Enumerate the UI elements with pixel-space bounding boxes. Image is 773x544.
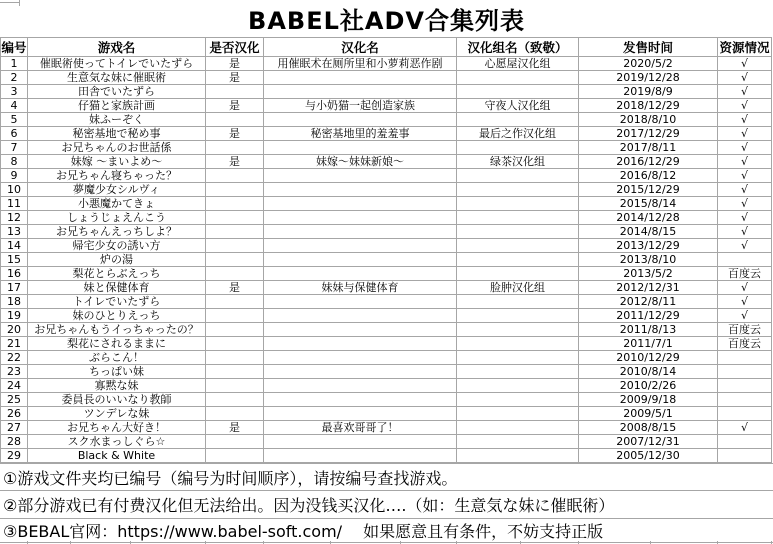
cell-game: 生意気な妹に催眠術 (28, 71, 206, 85)
table-row (1, 337, 772, 351)
cell-no: 20 (1, 323, 28, 337)
table-row (1, 155, 772, 169)
cell-localized: 是 (206, 71, 264, 85)
cell-date: 2010/8/14 (579, 365, 718, 379)
cell-resource: √ (718, 421, 772, 435)
cell-cn_name (264, 267, 457, 281)
cell-resource: √ (718, 183, 772, 197)
cell-no: 14 (1, 239, 28, 253)
table-row (1, 421, 772, 435)
cell-date: 2018/12/29 (579, 99, 718, 113)
cell-cn_name: 妹嫁～妹妹新娘～ (264, 155, 457, 169)
cell-group (457, 253, 579, 267)
cell-no: 12 (1, 211, 28, 225)
cell-no: 25 (1, 393, 28, 407)
cell-group (457, 351, 579, 365)
cell-date: 2016/8/12 (579, 169, 718, 183)
cell-game: 寡黙な妹 (28, 379, 206, 393)
cell-no: 26 (1, 407, 28, 421)
column-header: 编号 (1, 38, 28, 57)
cell-group (457, 197, 579, 211)
table-row (1, 127, 772, 141)
cell-cn_name (264, 225, 457, 239)
cell-localized (206, 435, 264, 449)
cell-cn_name (264, 309, 457, 323)
cell-localized (206, 197, 264, 211)
cell-localized: 是 (206, 127, 264, 141)
cell-no: 11 (1, 197, 28, 211)
cell-group (457, 449, 579, 463)
cell-cn_name (264, 85, 457, 99)
table-row (1, 113, 772, 127)
cell-game: お兄ちゃん大好き！ (28, 421, 206, 435)
cell-group: 脸肿汉化组 (457, 281, 579, 295)
cell-no: 16 (1, 267, 28, 281)
cell-cn_name (264, 253, 457, 267)
column-header: 资源情况 (718, 38, 772, 57)
cell-date: 2014/8/15 (579, 225, 718, 239)
cell-game: 委員長のいいなり教師 (28, 393, 206, 407)
cell-game: Black & White (28, 449, 206, 463)
cell-group (457, 365, 579, 379)
cell-resource (718, 435, 772, 449)
table-row (1, 407, 772, 421)
cell-cn_name: 秘密基地里的羞羞事 (264, 127, 457, 141)
cell-no: 18 (1, 295, 28, 309)
cell-game: 妹と保健体育 (28, 281, 206, 295)
cell-cn_name (264, 71, 457, 85)
cell-cn_name: 最喜欢哥哥了！ (264, 421, 457, 435)
cell-date: 2005/12/30 (579, 449, 718, 463)
cell-resource: √ (718, 155, 772, 169)
cell-cn_name (264, 365, 457, 379)
cell-localized (206, 225, 264, 239)
cell-cn_name (264, 351, 457, 365)
cell-no: 23 (1, 365, 28, 379)
cell-no: 1 (1, 57, 28, 71)
column-header: 发售时间 (579, 38, 718, 57)
cell-group (457, 267, 579, 281)
table-row (1, 393, 772, 407)
cell-cn_name (264, 337, 457, 351)
cell-cn_name: 用催眠术在厕所里和小萝莉恶作剧 (264, 57, 457, 71)
note-2: ②部分游戏已有付费汉化但无法给出。因为没钱买汉化….（如：生意気な妹に催眠術） (0, 490, 773, 518)
cell-group (457, 85, 579, 99)
column-header: 汉化名 (264, 38, 457, 57)
table-row (1, 225, 772, 239)
cell-resource: √ (718, 309, 772, 323)
cell-localized (206, 337, 264, 351)
table-row (1, 99, 772, 113)
cell-localized (206, 323, 264, 337)
cell-resource: √ (718, 141, 772, 155)
cell-group (457, 393, 579, 407)
cell-resource: √ (718, 127, 772, 141)
cell-cn_name (264, 197, 457, 211)
cell-localized (206, 85, 264, 99)
cell-no: 22 (1, 351, 28, 365)
cell-resource: √ (718, 239, 772, 253)
cell-group (457, 295, 579, 309)
cell-resource: √ (718, 99, 772, 113)
cell-game: トイレでいたずら (28, 295, 206, 309)
game-table (0, 37, 772, 463)
cell-group (457, 211, 579, 225)
cell-date: 2018/8/10 (579, 113, 718, 127)
cell-no: 10 (1, 183, 28, 197)
cell-cn_name (264, 239, 457, 253)
cell-date: 2012/8/11 (579, 295, 718, 309)
cell-date: 2014/12/28 (579, 211, 718, 225)
cell-localized (206, 295, 264, 309)
cell-date: 2007/12/31 (579, 435, 718, 449)
column-header: 游戏名 (28, 38, 206, 57)
cell-date: 2017/12/29 (579, 127, 718, 141)
cell-game: お兄ちゃんもうイっちゃったの？ (28, 323, 206, 337)
table-row (1, 309, 772, 323)
cell-resource (718, 351, 772, 365)
cell-resource: √ (718, 71, 772, 85)
cell-date: 2013/8/10 (579, 253, 718, 267)
cell-group (457, 379, 579, 393)
cell-group (457, 407, 579, 421)
cell-date: 2008/8/15 (579, 421, 718, 435)
cell-no: 5 (1, 113, 28, 127)
cell-game: お兄ちゃん寝ちゃった？ (28, 169, 206, 183)
cell-date: 2017/8/11 (579, 141, 718, 155)
table-row (1, 57, 772, 71)
cell-resource: √ (718, 85, 772, 99)
cell-localized (206, 183, 264, 197)
cell-game: 帰宅少女の誘い方 (28, 239, 206, 253)
cell-resource: √ (718, 281, 772, 295)
cell-game: お兄ちゃんえっちしよ？ (28, 225, 206, 239)
grid-remnant-line (0, 2, 19, 3)
cell-no: 2 (1, 71, 28, 85)
cell-no: 17 (1, 281, 28, 295)
cell-localized: 是 (206, 281, 264, 295)
cell-no: 4 (1, 99, 28, 113)
table-row (1, 435, 772, 449)
cell-date: 2009/9/18 (579, 393, 718, 407)
cell-localized (206, 169, 264, 183)
cell-game: ちっぱい妹 (28, 365, 206, 379)
cell-resource: √ (718, 169, 772, 183)
cell-localized: 是 (206, 99, 264, 113)
cell-game: ぶらこん！ (28, 351, 206, 365)
column-header: 是否汉化 (206, 38, 264, 57)
cell-game: 妹嫁 ～まいよめ～ (28, 155, 206, 169)
cell-localized: 是 (206, 57, 264, 71)
cell-cn_name (264, 169, 457, 183)
cell-date: 2011/7/1 (579, 337, 718, 351)
cell-game: 梨花とらぶえっち (28, 267, 206, 281)
cell-cn_name: 妹妹与保健体育 (264, 281, 457, 295)
cell-localized: 是 (206, 421, 264, 435)
cell-date: 2019/12/28 (579, 71, 718, 85)
cell-no: 6 (1, 127, 28, 141)
cell-game: 炉の湯 (28, 253, 206, 267)
page-title: BABEL社ADV合集列表 (248, 7, 525, 35)
cell-group (457, 183, 579, 197)
cell-game: スク水まっしぐら☆ (28, 435, 206, 449)
cell-group: 绿茶汉化组 (457, 155, 579, 169)
cell-cn_name (264, 449, 457, 463)
cell-cn_name (264, 435, 457, 449)
cell-no: 21 (1, 337, 28, 351)
table-row (1, 141, 772, 155)
cell-no: 8 (1, 155, 28, 169)
cell-resource (718, 407, 772, 421)
cell-game: ツンデレな妹 (28, 407, 206, 421)
table-row (1, 281, 772, 295)
cell-group (457, 225, 579, 239)
cell-date: 2015/8/14 (579, 197, 718, 211)
cell-localized (206, 449, 264, 463)
cell-date: 2010/2/26 (579, 379, 718, 393)
cell-group: 心愿屋汉化组 (457, 57, 579, 71)
column-header: 汉化组名（致敬） (457, 38, 579, 57)
cell-resource: 百度云 (718, 267, 772, 281)
cell-cn_name (264, 295, 457, 309)
cell-group (457, 113, 579, 127)
cell-localized (206, 379, 264, 393)
cell-resource: √ (718, 57, 772, 71)
table-row (1, 85, 772, 99)
cell-localized (206, 309, 264, 323)
cell-game: 田舎でいたずら (28, 85, 206, 99)
cell-localized (206, 113, 264, 127)
cell-group (457, 239, 579, 253)
cell-no: 19 (1, 309, 28, 323)
cell-date: 2010/12/29 (579, 351, 718, 365)
cell-localized (206, 141, 264, 155)
notes (0, 463, 773, 543)
table-row (1, 365, 772, 379)
cell-date: 2013/5/2 (579, 267, 718, 281)
cell-game: しょうじょえんこう (28, 211, 206, 225)
cell-localized (206, 267, 264, 281)
cell-resource: √ (718, 211, 772, 225)
cell-date: 2011/8/13 (579, 323, 718, 337)
cell-date: 2013/12/29 (579, 239, 718, 253)
cell-cn_name (264, 323, 457, 337)
cell-resource: √ (718, 295, 772, 309)
table-row (1, 449, 772, 463)
cell-resource: 百度云 (718, 323, 772, 337)
table-row (1, 323, 772, 337)
cell-no: 24 (1, 379, 28, 393)
table-row (1, 351, 772, 365)
cell-localized (206, 211, 264, 225)
cell-localized: 是 (206, 155, 264, 169)
header-row (1, 38, 772, 57)
cell-cn_name (264, 141, 457, 155)
cell-localized (206, 239, 264, 253)
cell-group (457, 309, 579, 323)
cell-group: 守夜人汉化组 (457, 99, 579, 113)
cell-game: 秘密基地で秘め事 (28, 127, 206, 141)
cell-group (457, 71, 579, 85)
game-table-body (1, 57, 772, 463)
cell-group (457, 337, 579, 351)
cell-cn_name (264, 407, 457, 421)
cell-group: 最后之作汉化组 (457, 127, 579, 141)
cell-localized (206, 365, 264, 379)
cell-resource (718, 253, 772, 267)
cell-date: 2019/8/9 (579, 85, 718, 99)
cell-game: 夢魔少女シルヴィ (28, 183, 206, 197)
cell-game: お兄ちゃんのお世話係 (28, 141, 206, 155)
table-row (1, 239, 772, 253)
cell-game: 妹のひとりえっち (28, 309, 206, 323)
cell-cn_name (264, 183, 457, 197)
cell-date: 2015/12/29 (579, 183, 718, 197)
cell-resource: √ (718, 113, 772, 127)
cell-no: 29 (1, 449, 28, 463)
cell-cn_name (264, 379, 457, 393)
cell-resource: √ (718, 197, 772, 211)
cell-cn_name (264, 113, 457, 127)
cell-resource: √ (718, 225, 772, 239)
cell-game: 小悪魔かてきょ (28, 197, 206, 211)
cell-localized (206, 407, 264, 421)
note-3: ③BEBAL官网：https://www.babel-soft.com/ 如果愿意且有条件，不妨支持正版 (0, 518, 773, 543)
table-row (1, 183, 772, 197)
cell-group (457, 169, 579, 183)
table-row (1, 211, 772, 225)
cell-date: 2012/12/31 (579, 281, 718, 295)
cell-resource (718, 379, 772, 393)
cell-no: 13 (1, 225, 28, 239)
cell-no: 27 (1, 421, 28, 435)
cell-date: 2009/5/1 (579, 407, 718, 421)
note-1: ①游戏文件夹均已编号（编号为时间顺序），请按编号查找游戏。 (0, 463, 773, 490)
cell-date: 2011/12/29 (579, 309, 718, 323)
cell-localized (206, 393, 264, 407)
cell-localized (206, 351, 264, 365)
table-row (1, 253, 772, 267)
cell-game: 梨花にされるままに (28, 337, 206, 351)
cell-group (457, 435, 579, 449)
cell-game: 妹ふーぞく (28, 113, 206, 127)
cell-game: 仔猫と家族計画 (28, 99, 206, 113)
cell-resource: 百度云 (718, 337, 772, 351)
cell-cn_name (264, 393, 457, 407)
cell-group (457, 141, 579, 155)
table-row (1, 379, 772, 393)
cell-no: 7 (1, 141, 28, 155)
cell-game: 催眠術使ってトイレでいたずら (28, 57, 206, 71)
cell-resource (718, 393, 772, 407)
table-row (1, 197, 772, 211)
cell-date: 2016/12/29 (579, 155, 718, 169)
table-row (1, 267, 772, 281)
cell-group (457, 323, 579, 337)
cell-resource (718, 449, 772, 463)
cell-cn_name (264, 211, 457, 225)
cell-no: 3 (1, 85, 28, 99)
cell-date: 2020/5/2 (579, 57, 718, 71)
cell-no: 9 (1, 169, 28, 183)
table-row (1, 295, 772, 309)
cell-group (457, 421, 579, 435)
cell-cn_name: 与小奶猫一起创造家族 (264, 99, 457, 113)
grid-remnant-tick (19, 0, 20, 6)
cell-resource (718, 365, 772, 379)
table-row (1, 71, 772, 85)
cell-no: 28 (1, 435, 28, 449)
cell-localized (206, 253, 264, 267)
table-row (1, 169, 772, 183)
cell-no: 15 (1, 253, 28, 267)
